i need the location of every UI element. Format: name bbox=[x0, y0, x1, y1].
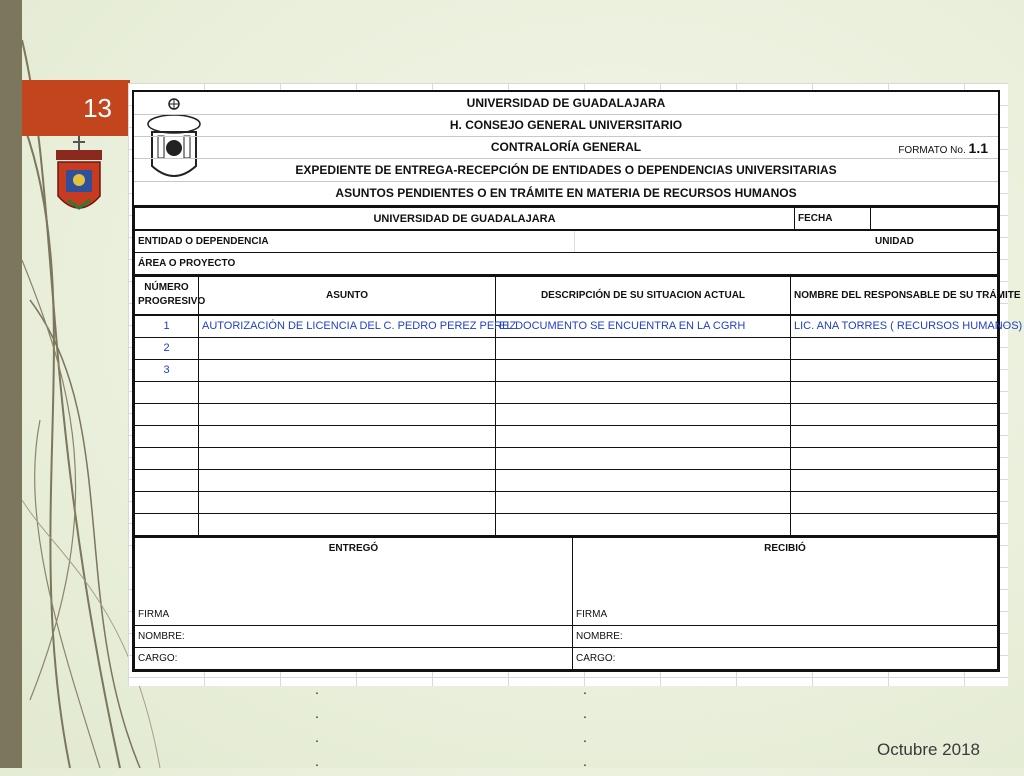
row-descripcion[interactable] bbox=[496, 513, 791, 535]
entrego-cargo[interactable]: CARGO: bbox=[135, 647, 573, 669]
recibio-label: RECIBIÓ bbox=[573, 537, 998, 560]
row-number: 1 bbox=[135, 315, 199, 338]
row-descripcion[interactable] bbox=[496, 403, 791, 425]
info-table bbox=[134, 207, 998, 276]
entrego-nombre[interactable]: NOMBRE: bbox=[135, 625, 573, 647]
form-entrega-recepcion bbox=[132, 90, 1023, 672]
fecha-label: FECHA bbox=[795, 208, 871, 231]
university-row: UNIVERSIDAD DE GUADALAJARA bbox=[135, 208, 795, 231]
row-asunto[interactable] bbox=[199, 513, 496, 535]
col-header-numero: NÚMERO PROGRESIVO bbox=[135, 277, 199, 315]
row-descripcion[interactable] bbox=[496, 491, 791, 513]
row-asunto[interactable] bbox=[199, 469, 496, 491]
recibio-firma: FIRMA bbox=[573, 604, 998, 626]
row-number: 2 bbox=[135, 337, 199, 359]
table-row bbox=[135, 425, 998, 447]
table-row bbox=[135, 403, 998, 425]
row-asunto[interactable] bbox=[199, 491, 496, 513]
entidad-label: ENTIDAD O DEPENDENCIA bbox=[135, 230, 575, 253]
header-line-1: UNIVERSIDAD DE GUADALAJARA bbox=[134, 92, 998, 115]
formato-value: 1.1 bbox=[968, 140, 988, 156]
row-number bbox=[135, 491, 199, 513]
table-row bbox=[135, 381, 998, 403]
col-header-responsable: NOMBRE DEL RESPONSABLE DE SU TRÁMITE bbox=[791, 277, 998, 315]
row-responsable[interactable] bbox=[791, 491, 998, 513]
row-responsable[interactable] bbox=[791, 425, 998, 447]
table-row bbox=[135, 359, 998, 381]
row-asunto[interactable] bbox=[199, 337, 496, 359]
table-row bbox=[135, 315, 998, 338]
form-header bbox=[134, 92, 998, 207]
row-responsable[interactable] bbox=[791, 447, 998, 469]
unidad-cell bbox=[575, 230, 998, 253]
footer-date: Octubre 2018 bbox=[876, 740, 980, 759]
recibio-nombre[interactable]: NOMBRE: bbox=[573, 625, 998, 647]
row-number bbox=[135, 447, 199, 469]
row-responsable[interactable] bbox=[791, 337, 998, 359]
continuation-dots-right: · · · · bbox=[582, 684, 588, 772]
area-label: ÁREA O PROYECTO bbox=[135, 253, 998, 276]
row-asunto[interactable] bbox=[199, 425, 496, 447]
row-responsable[interactable] bbox=[791, 513, 998, 535]
table-row bbox=[135, 469, 998, 491]
row-number: 3 bbox=[135, 359, 199, 381]
formato-number bbox=[898, 140, 988, 156]
col-header-asunto: ASUNTO bbox=[199, 277, 496, 315]
row-number bbox=[135, 403, 199, 425]
row-responsable[interactable]: LIC. ANA TORRES ( RECURSOS HUMANOS) bbox=[791, 315, 998, 338]
row-descripcion[interactable] bbox=[496, 469, 791, 491]
row-descripcion[interactable] bbox=[496, 381, 791, 403]
row-number bbox=[135, 513, 199, 535]
row-asunto[interactable] bbox=[199, 359, 496, 381]
signature-table bbox=[134, 536, 998, 670]
row-descripcion[interactable] bbox=[496, 425, 791, 447]
row-responsable[interactable] bbox=[791, 381, 998, 403]
col-header-descripcion: DESCRIPCIÓN DE SU SITUACION ACTUAL bbox=[496, 277, 791, 315]
header-line-5: ASUNTOS PENDIENTES O EN TRÁMITE EN MATERIA DE RECURSOS HUMANOS bbox=[335, 186, 797, 200]
entrego-signature-space[interactable] bbox=[135, 560, 573, 604]
row-descripcion[interactable]: EL DOCUMENTO SE ENCUENTRA EN LA CGRH bbox=[496, 315, 791, 338]
row-responsable[interactable] bbox=[791, 359, 998, 381]
entrego-firma: FIRMA bbox=[135, 604, 573, 626]
row-asunto[interactable]: AUTORIZACIÓN DE LICENCIA DEL C. PEDRO PEREZ PEREZ bbox=[199, 315, 496, 338]
fecha-field[interactable] bbox=[871, 208, 998, 231]
slide-number: 13 bbox=[22, 80, 130, 136]
table-row bbox=[135, 491, 998, 513]
table-row bbox=[135, 513, 998, 535]
row-number bbox=[135, 381, 199, 403]
table-row bbox=[135, 337, 998, 359]
table-row bbox=[135, 447, 998, 469]
row-number bbox=[135, 469, 199, 491]
asuntos-table bbox=[134, 276, 1023, 536]
row-descripcion[interactable] bbox=[496, 447, 791, 469]
row-descripcion[interactable] bbox=[496, 359, 791, 381]
row-descripcion[interactable] bbox=[496, 337, 791, 359]
entrego-label: ENTREGÓ bbox=[135, 537, 573, 560]
university-crest-icon bbox=[50, 136, 108, 222]
row-responsable[interactable] bbox=[791, 403, 998, 425]
continuation-dots-left: · · · · bbox=[314, 684, 320, 772]
row-number bbox=[135, 425, 199, 447]
recibio-signature-space[interactable] bbox=[573, 560, 998, 604]
header-line-4: EXPEDIENTE DE ENTREGA-RECEPCIÓN DE ENTIDADES O DEPENDENCIAS UNIVERSITARIAS bbox=[134, 159, 998, 182]
recibio-cargo[interactable]: CARGO: bbox=[573, 647, 998, 669]
row-asunto[interactable] bbox=[199, 403, 496, 425]
row-responsable[interactable] bbox=[791, 469, 998, 491]
row-asunto[interactable] bbox=[199, 381, 496, 403]
header-line-2: H. CONSEJO GENERAL UNIVERSITARIO bbox=[134, 114, 998, 137]
formato-label: FORMATO No. bbox=[898, 145, 966, 156]
row-asunto[interactable] bbox=[199, 447, 496, 469]
header-line-3: CONTRALORÍA GENERAL bbox=[134, 136, 998, 159]
unidad-label: UNIDAD bbox=[875, 236, 914, 247]
